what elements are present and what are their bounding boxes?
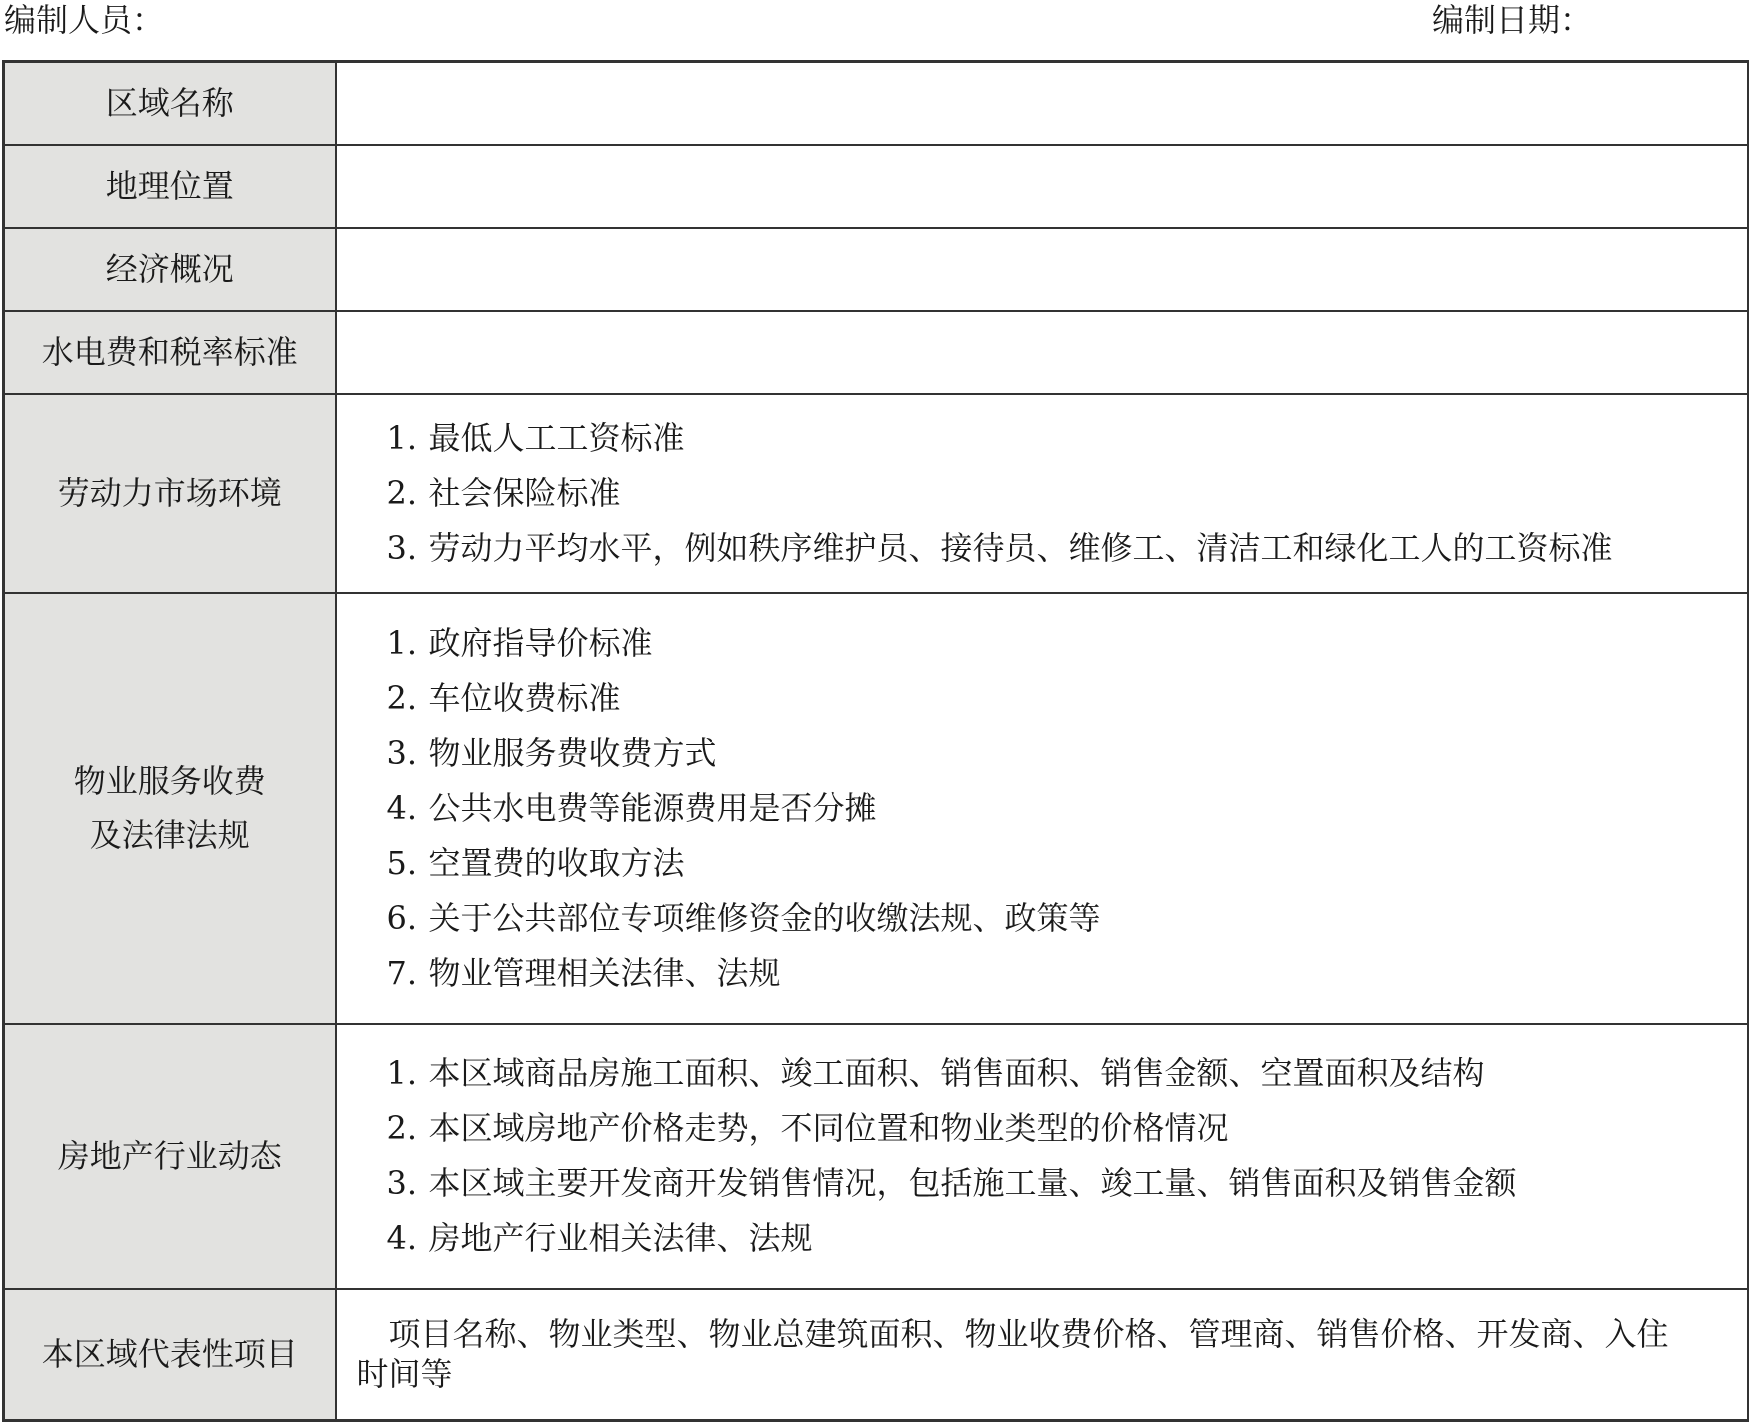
list-item-number: 5. (386, 843, 418, 882)
representative-text-line1: 项目名称、物业类型、物业总建筑面积、物业收费价格、管理商、销售价格、开发商、入住 (388, 1315, 1669, 1354)
representative-text-line2: 时间等 (356, 1355, 453, 1394)
list-item-text: 社会保险标准 (428, 473, 621, 512)
row-region-name (4, 62, 1749, 145)
label-location: 地理位置 (4, 145, 336, 228)
value-representative (336, 1289, 1749, 1421)
list-item (387, 1101, 1748, 1156)
compiler-label: 编制人员： (4, 1, 165, 39)
label-utility-tax: 水电费和税率标准 (4, 311, 336, 394)
list-item-number: 3. (386, 1164, 418, 1202)
label-economy: 经济概况 (4, 228, 336, 311)
date-label: 编制日期： (1432, 1, 1593, 39)
label-property-fees-line2: 及法律法规 (89, 816, 250, 854)
list-item-number: 1. (386, 623, 418, 662)
list-item (387, 726, 1748, 781)
list-item (387, 1156, 1748, 1211)
page-header (0, 0, 1749, 52)
list-item-text: 车位收费标准 (428, 678, 621, 717)
list-item-text: 本区域商品房施工面积、竣工面积、销售面积、销售金额、空置面积及结构 (428, 1054, 1485, 1092)
label-property-fees-line1: 物业服务收费 (73, 762, 266, 800)
row-utility-tax (4, 311, 1749, 394)
list-item (387, 616, 1748, 671)
list-item (387, 781, 1748, 836)
list-item-text: 房地产行业相关法律、法规 (428, 1219, 813, 1257)
list-item (387, 891, 1748, 946)
value-utility-tax[interactable] (336, 311, 1749, 394)
list-item-text: 空置费的收取方法 (428, 843, 685, 882)
value-region-name[interactable] (336, 62, 1749, 145)
list-item-text: 政府指导价标准 (428, 623, 653, 662)
list-item-text: 劳动力平均水平，例如秩序维护员、接待员、维修工、清洁工和绿化工人的工资标准 (428, 528, 1613, 567)
list-item-number: 1. (386, 1054, 418, 1092)
label-representative: 本区域代表性项目 (4, 1289, 336, 1421)
value-economy[interactable] (336, 228, 1749, 311)
representative-text (337, 1306, 1748, 1402)
list-item-text: 本区域主要开发商开发销售情况，包括施工量、竣工量、销售面积及销售金额 (428, 1164, 1517, 1202)
list-item-text: 物业管理相关法律、法规 (428, 953, 781, 992)
regional-survey-table (2, 60, 1749, 1422)
list-item (387, 1211, 1748, 1266)
list-item (387, 411, 1748, 466)
list-item (387, 1046, 1748, 1101)
list-item-number: 3. (386, 528, 418, 567)
label-property-fees (4, 593, 336, 1024)
value-labor (336, 394, 1749, 593)
value-property-fees (336, 593, 1749, 1024)
row-property-fees (4, 593, 1749, 1024)
list-item-text: 物业服务费收费方式 (428, 733, 717, 772)
value-real-estate (336, 1024, 1749, 1289)
row-real-estate (4, 1024, 1749, 1289)
list-item-number: 3. (386, 733, 418, 772)
property-fees-list (337, 602, 1748, 1015)
real-estate-list (337, 1032, 1748, 1280)
row-labor (4, 394, 1749, 593)
row-economy (4, 228, 1749, 311)
label-region-name: 区域名称 (4, 62, 336, 145)
list-item (387, 521, 1748, 576)
row-location (4, 145, 1749, 228)
list-item-number: 7. (386, 953, 418, 992)
label-real-estate: 房地产行业动态 (4, 1024, 336, 1289)
list-item-number: 4. (386, 788, 418, 827)
list-item-number: 1. (386, 418, 418, 457)
list-item-number: 2. (386, 473, 418, 512)
list-item (387, 671, 1748, 726)
row-representative (4, 1289, 1749, 1421)
label-labor: 劳动力市场环境 (4, 394, 336, 593)
labor-list (337, 397, 1748, 590)
list-item (387, 466, 1748, 521)
list-item-number: 4. (386, 1219, 418, 1257)
list-item-text: 本区域房地产价格走势，不同位置和物业类型的价格情况 (428, 1109, 1229, 1147)
list-item-text: 关于公共部位专项维修资金的收缴法规、政策等 (428, 898, 1101, 937)
list-item-text: 公共水电费等能源费用是否分摊 (428, 788, 877, 827)
list-item (387, 946, 1748, 1001)
list-item (387, 836, 1748, 891)
list-item-number: 2. (386, 1109, 418, 1147)
list-item-number: 2. (386, 678, 418, 717)
value-location[interactable] (336, 145, 1749, 228)
list-item-number: 6. (386, 898, 418, 937)
list-item-text: 最低人工工资标准 (428, 418, 685, 457)
